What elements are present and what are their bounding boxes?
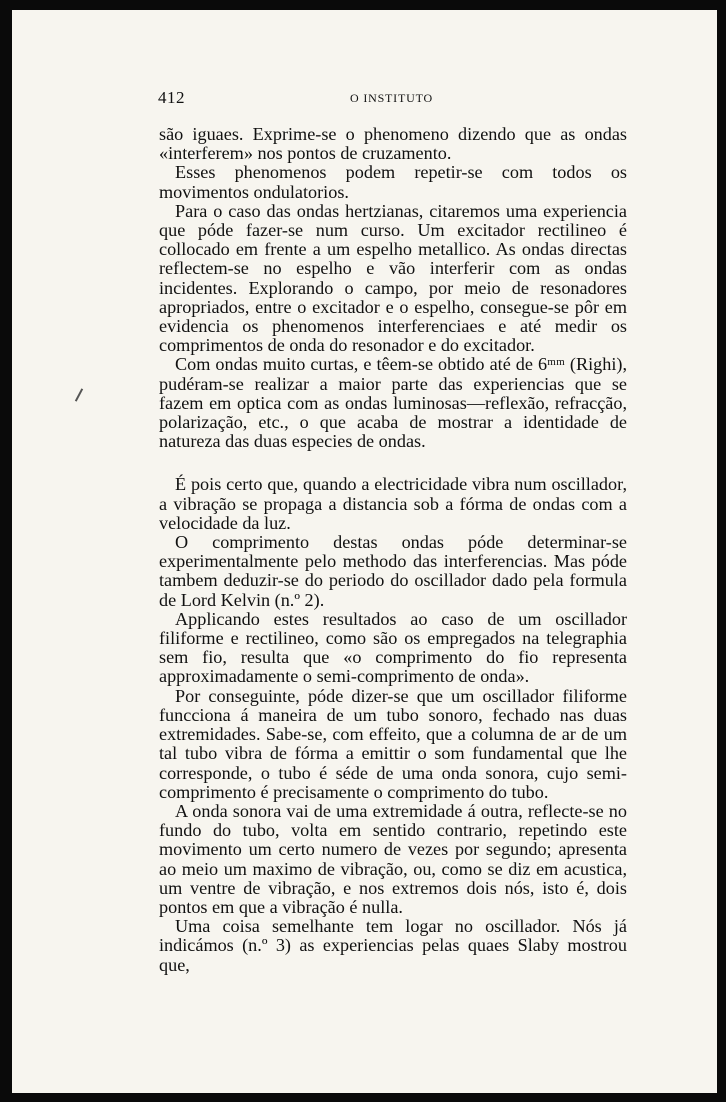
margin-pencil-mark [75,388,83,401]
running-title: O INSTITUTO [350,91,433,105]
paragraph: Applicando estes resultados ao caso de um oscillador filiforme e rectilineo, como são os empregados na telegraphia sem fio, resulta que «o comprimento do fio representa approximadamente o semi-comprimento de onda». [159,608,627,687]
paragraph: O comprimento destas ondas póde determinar-se experimentalmente pelo methodo das interferencias. Mas póde tambem deduzir-se do periodo do oscillador dado pela formula de Lord Kelvin (n.º 2). [159,532,627,610]
paragraph: Uma coisa semelhante tem logar no oscillador. Nós já indicámos (n.º 3) as experiencias pelas quaes Slaby mostrou que, [159,916,627,975]
section-gap [159,451,627,475]
paragraph: Por conseguinte, póde dizer-se que um oscillador filiforme funcciona á maneira de um tubo sonoro, fechado nas duas extremidades. Sabe-se, com effeito, que a columna de ar de um tal tubo vibra de fórma a emittir o som fundamental que lhe corresponde, o tubo é séde de uma onda sonora, cujo semi-comprimento é precisamente o comprimento do tubo. [159,685,627,802]
paragraph: Para o caso das ondas hertzianas, citaremos uma experiencia que póde fazer-se num curso. Um excitador rectilineo é collocado em frente a um espelho metallico. As ondas directas reflectem-se no espelho e vão interferir com as ondas incidentes. Explorando o campo, por meio de resonadores apropriados, entre o excitador e o espelho, consegue-se pôr em evidencia os phenomenos interferenciaes e até medir os comprimentos de onda do resonador e do excitador. [159,200,627,356]
book-page [12,10,717,1093]
paragraph: A onda sonora vai de uma extremidade á outra, reflecte-se no fundo do tubo, volta em sentido contrario, repetindo este movimento um certo numero de vezes por segundo; apresenta ao meio um maximo de vibração, ou, como se diz em acustica, um ventre de vibração, e nos extremos dois nós, isto é, dois pontos em que a vibração é nulla. [159,800,627,917]
paragraph: Com ondas muito curtas, e têem-se obtido até de 6ᵐᵐ (Righi), pudéram-se realizar a maior parte das experiencias que se fazem em optica com as ondas luminosas—reflexão, refracção, polarização, etc., o que acaba de mostrar a identidade de natureza das duas especies de ondas. [159,354,627,452]
page-number: 412 [158,88,185,107]
page-header [158,88,625,110]
paragraph: são iguaes. Exprime-se o phenomeno dizendo que as ondas «interferem» nos pontos de cruzamento. [159,124,627,164]
paragraph: É pois certo que, quando a electricidade vibra num oscillador, a vibração se propaga a distancia sob a fórma de ondas com a velocidade da luz. [159,474,627,533]
body-text [159,125,627,975]
paragraph: Esses phenomenos podem repetir-se com todos os movimentos ondulatorios. [159,162,627,202]
